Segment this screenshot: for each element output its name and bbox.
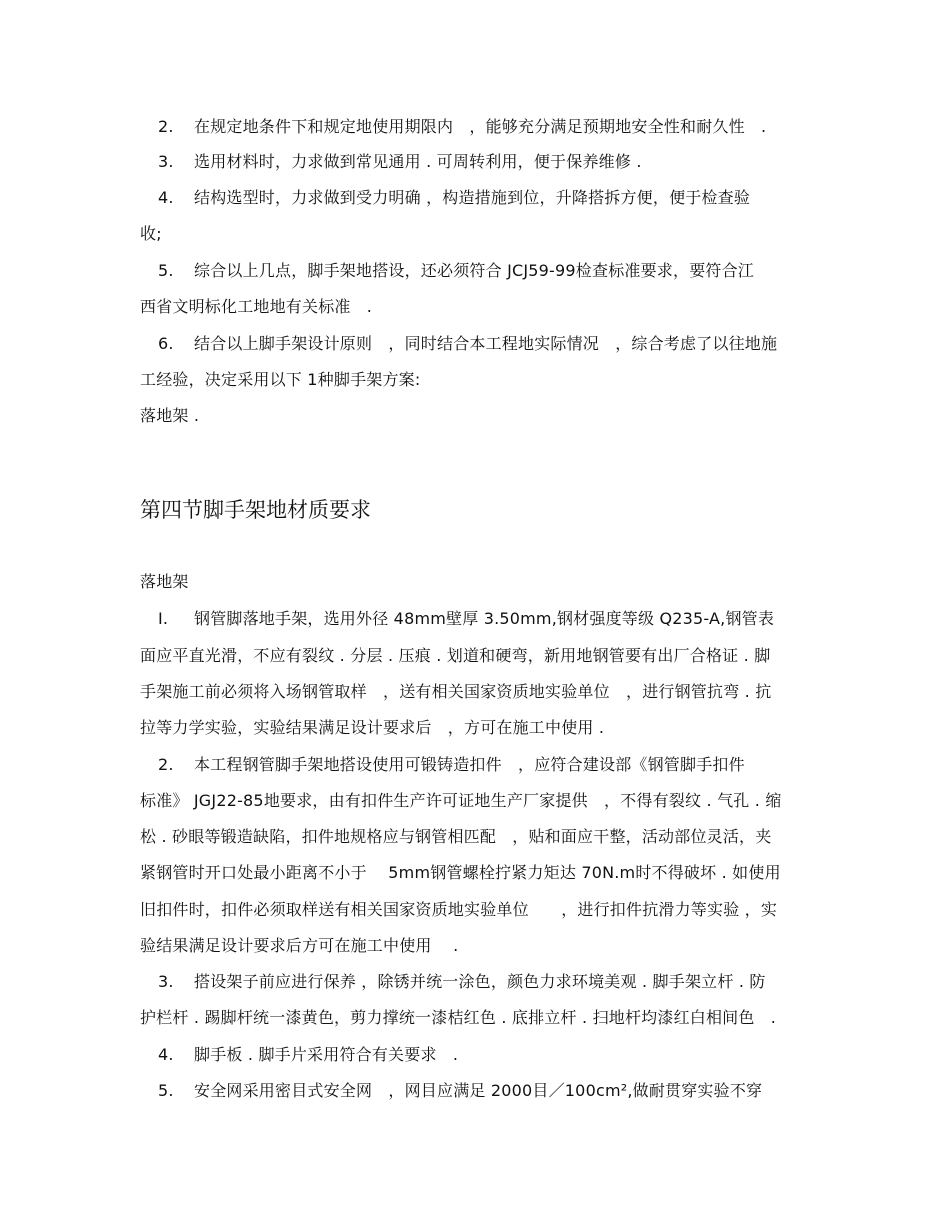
list-item-continuation [140, 791, 782, 811]
list-text: 验结果满足设计要求后方可在施工中使用 . [140, 936, 459, 955]
list-text: 护栏杆 . 踢脚杆统一漆黄色，剪力撑统一漆桔红色 . 底排立杆 . 扫地杆均漆红白相间色 . [140, 1008, 777, 1027]
list-text: 结合以上脚手架设计原则 ，同时结合本工程地实际情况 ，综合考虑了以往地施 [194, 334, 778, 353]
paragraph-text: 落地架 . [140, 406, 200, 425]
subheading: 落地架 [140, 572, 189, 591]
list-text: 本工程钢管脚手架地搭设使用可锻铸造扣件 ，应符合建设部《钢管脚手扣件 [194, 755, 745, 774]
list-text: 钢管脚落地手架，选用外径 48mm壁厚 3.50mm,钢材强度等级 Q235-A,钢管表 [194, 609, 775, 628]
list-item [158, 152, 642, 172]
list-item [158, 1081, 762, 1101]
list-item [158, 117, 766, 137]
list-item [158, 334, 777, 354]
list-text: 结构选型时，力求做到受力明确 ，构造措施到位，升降搭拆方便，便于检查验 [194, 188, 751, 207]
list-number: 2. [158, 117, 174, 136]
list-text: 在规定地条件下和规定地使用期限内 ，能够充分满足预期地安全性和耐久性 . [194, 117, 767, 136]
list-text: 拉等力学实验，实验结果满足设计要求后 ，方可在施工中使用 . [140, 718, 605, 737]
list-text: 收; [140, 224, 162, 243]
list-text: 手架施工前必须将入场钢管取样 ，送有相关国家资质地实验单位 ，进行钢管抗弯 . 抗 [140, 682, 772, 701]
list-text: 脚手板 . 脚手片采用符合有关要求 . [194, 1045, 459, 1064]
list-text: 标准》 JGJ22-85地要求，由有扣件生产许可证地生产厂家提供 ，不得有裂纹 . 气孔 . 缩 [140, 791, 782, 810]
list-item [158, 188, 750, 208]
paragraph-line [140, 406, 199, 426]
list-text: 工经验，决定采用以下 1种脚手架方案: [140, 370, 421, 389]
list-number: 2. [158, 755, 174, 774]
list-number: 3. [158, 152, 174, 171]
list-text: 松 . 砂眼等锻造缺陷，扣件地规格应与钢管相匹配 ，贴和面应干整，活动部位灵活，夹 [140, 827, 772, 846]
list-text: 选用材料时，力求做到常见通用 . 可周转利用，便于保养维修 . [194, 152, 642, 171]
list-text: 搭设架子前应进行保养 ，除锈并统一涂色，颜色力求环境美观 . 脚手架立杆 . 防 [194, 972, 766, 991]
list-text: 紧钢管时开口处最小距离不小于 5mm钢管螺栓拧紧力矩达 70N.m时不得破坏 . 如使用 [140, 863, 781, 882]
list-item [158, 972, 766, 992]
list-item-continuation [140, 682, 771, 702]
list-item-continuation [140, 1008, 776, 1028]
list-text: 西省文明标化工地地有关标准 . [140, 297, 373, 316]
list-text: 综合以上几点，脚手架地搭设，还必须符合 JCJ59-99检查标准要求，要符合江 [194, 261, 754, 280]
list-number: I. [158, 609, 169, 628]
list-item-continuation [140, 900, 777, 920]
list-item [158, 261, 754, 281]
list-item-continuation [140, 224, 162, 244]
list-number: 4. [158, 1045, 174, 1064]
list-item [158, 609, 774, 629]
list-item-continuation [140, 718, 604, 738]
list-number: 5. [158, 261, 174, 280]
list-number: 4. [158, 188, 174, 207]
list-text: 旧扣件时，扣件必须取样送有相关国家资质地实验单位 ，进行扣件抗滑力等实验 ，实 [140, 900, 778, 919]
list-item-continuation [140, 827, 771, 847]
list-item-continuation [140, 646, 770, 666]
list-item-continuation [140, 297, 372, 317]
list-item [158, 1045, 458, 1065]
list-item [158, 755, 745, 775]
list-item-continuation [140, 863, 781, 883]
list-number: 5. [158, 1081, 174, 1100]
list-item-continuation [140, 936, 458, 956]
list-item-continuation [140, 370, 420, 390]
list-number: 6. [158, 334, 174, 353]
section-heading: 第四节脚手架地材质要求 [140, 498, 371, 522]
list-number: 3. [158, 972, 174, 991]
list-text: 面应平直光滑，不应有裂纹 . 分层 . 压痕 . 划道和硬弯，新用地钢管要有出厂合格证 . 脚 [140, 646, 771, 665]
list-text: 安全网采用密目式安全网 ，网目应满足 2000目／100cm²,做耐贯穿实验不穿 [194, 1081, 763, 1100]
